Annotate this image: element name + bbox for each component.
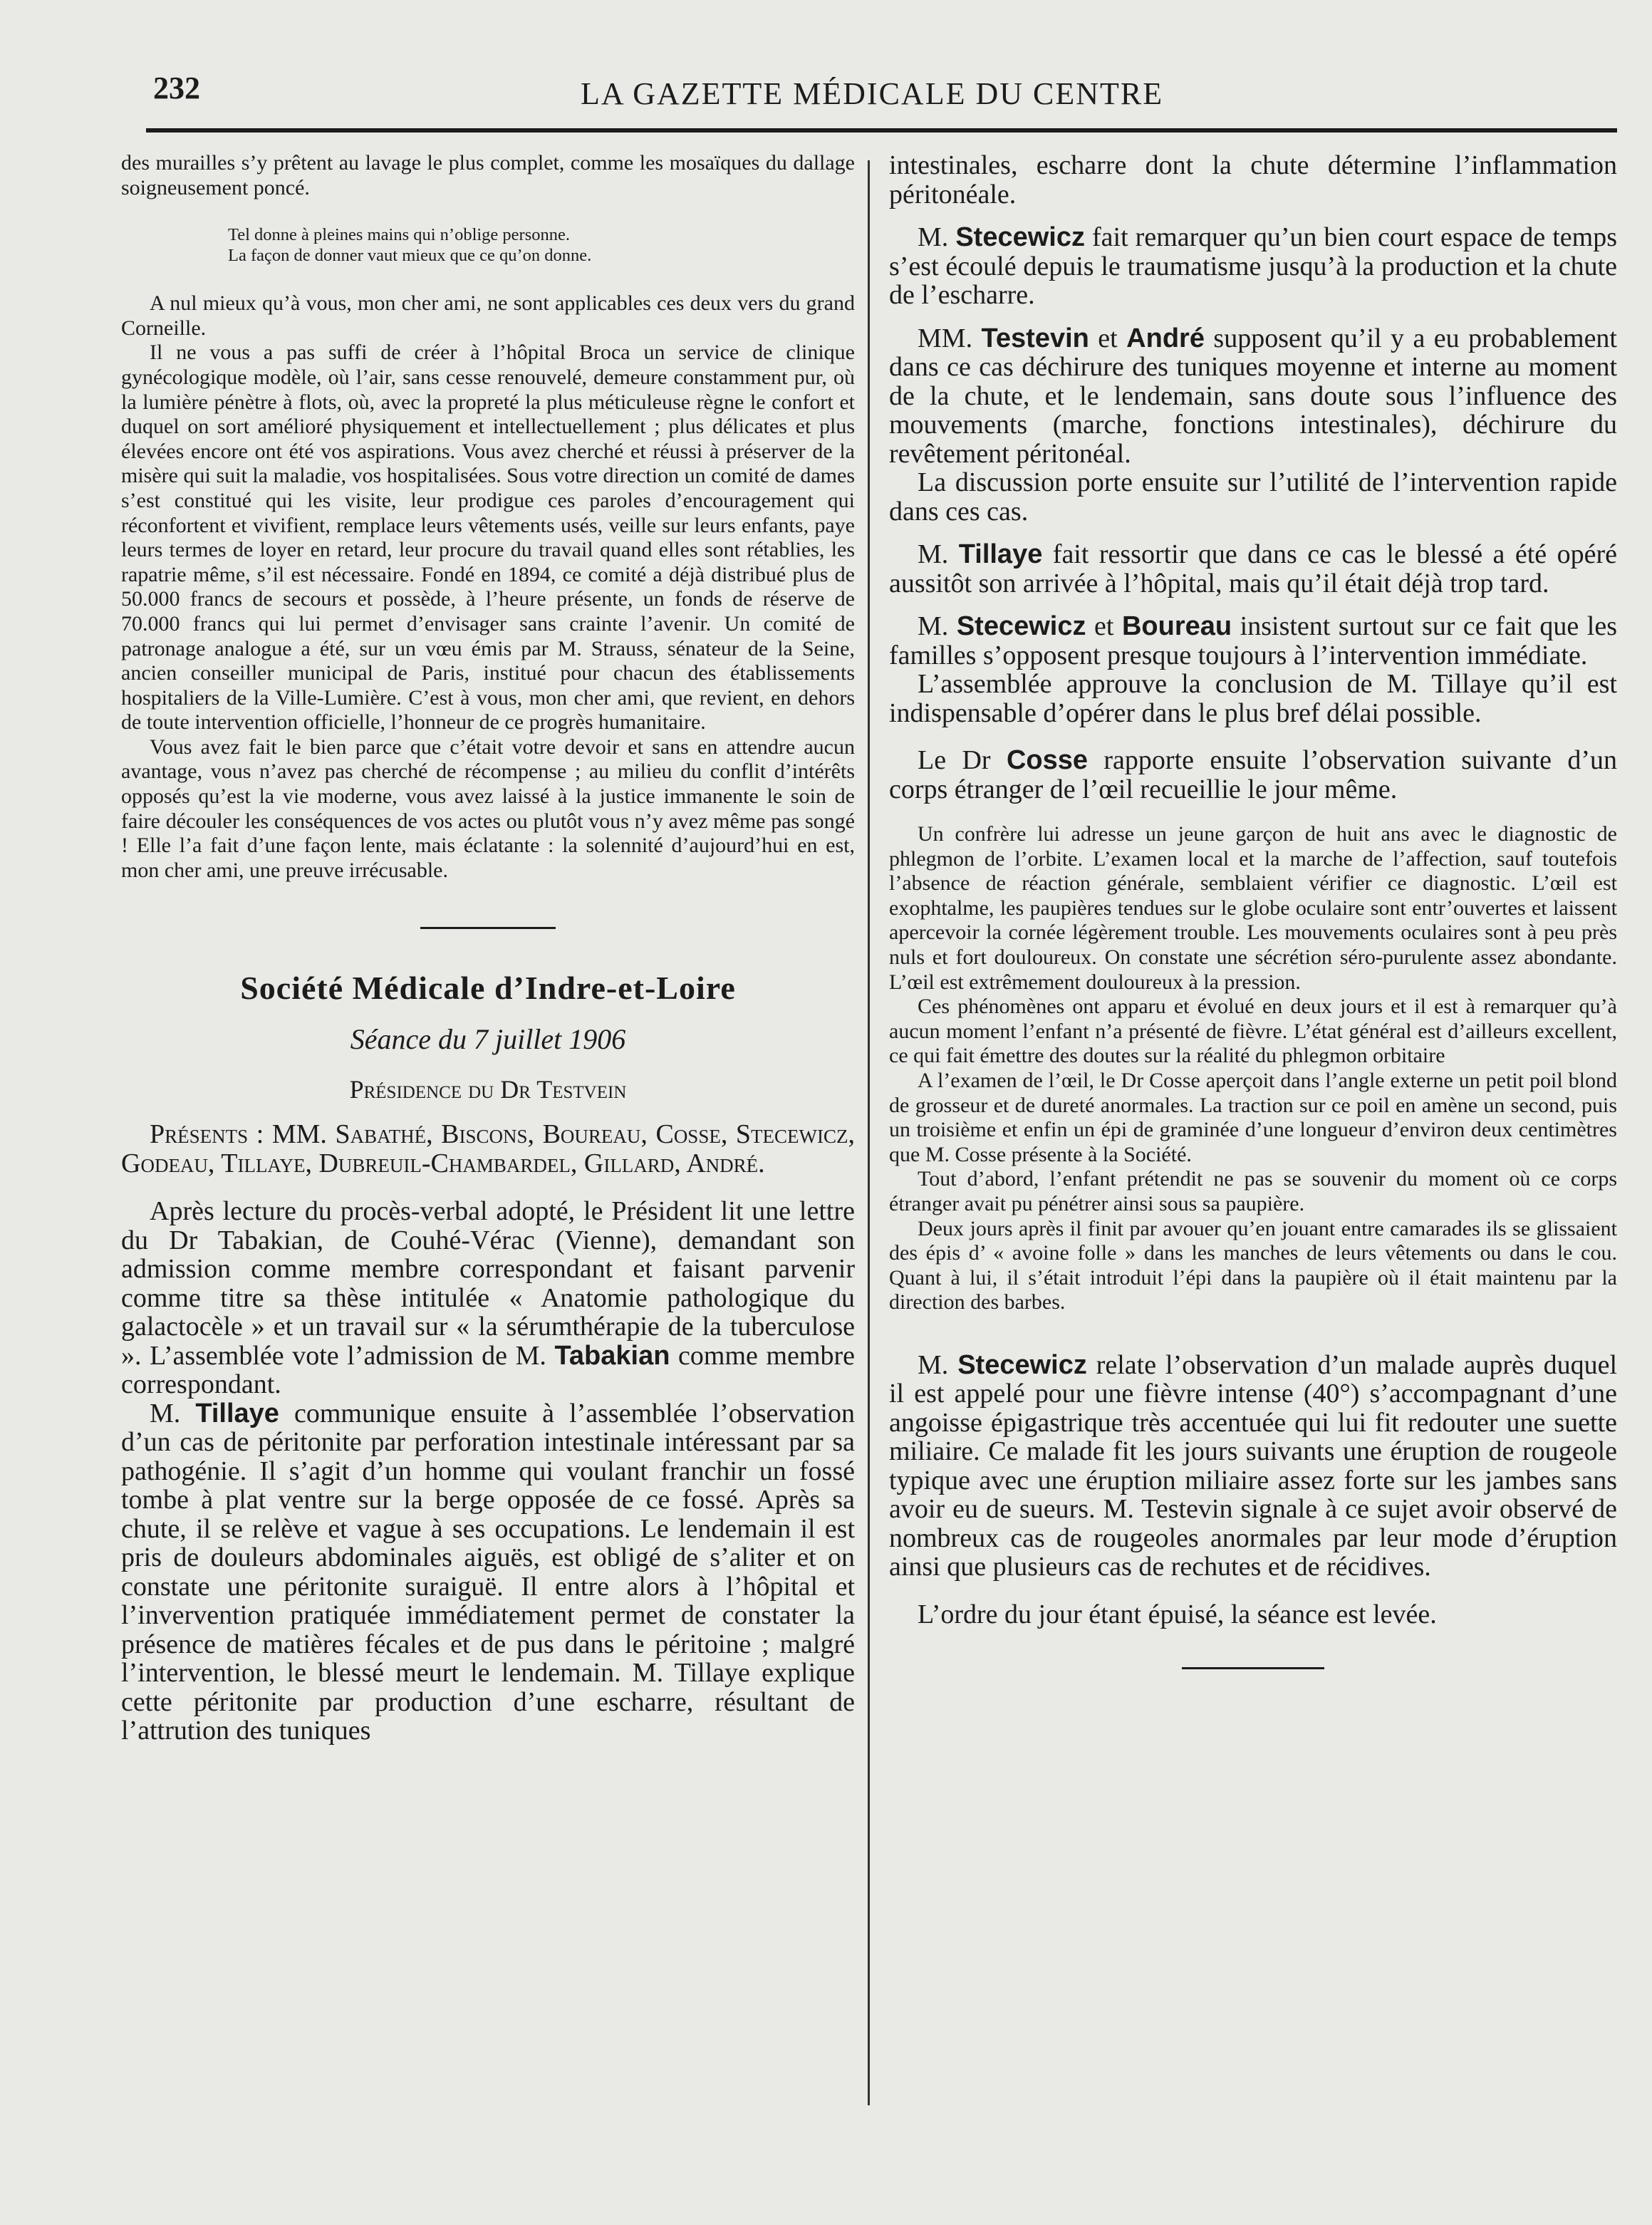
paragraph	[889, 540, 1617, 598]
paragraph	[889, 746, 1617, 804]
paragraph: Un confrère lui adresse un jeune garçon de huit ans avec le diagnostic de phlegmon de l’orbite. L’examen local et la marche de l’affection, sauf toutefois l’absence de réaction générale, semblaient vérifier ce diagnostic. L’œil est exophtalme, les paupières tendues sur le globe oculaire sont entr’ouvertes et laissent apercevoir la cornée légèrement trouble. Les mouvements oculaires sont à peu près nuls et fort douloureux. On constate une sécrétion séro-purulente assez abondante. L’œil est extrêmement douloureux à la pression.	[889, 822, 1617, 994]
presidence: Présidence du Dr Testvein	[349, 1075, 627, 1104]
member-name: Stecewicz	[957, 1349, 1087, 1380]
text-run: M.	[918, 1349, 958, 1380]
member-name: Cosse	[1006, 745, 1089, 775]
page-number: 232	[153, 71, 200, 105]
column-divider	[868, 160, 870, 2105]
header-rule	[146, 128, 1617, 133]
closing-line: L’ordre du jour étant épuisé, la séance est levée.	[918, 1599, 1437, 1629]
text-run: rapporte ensuite l’observation suivante d’un corps étranger de l’œil recueillie le jour même.	[889, 745, 1617, 804]
paragraph	[121, 1399, 855, 1746]
paragraph: intestinales, escharre dont la chute détermine l’inflammation péritonéale.	[889, 150, 1617, 209]
text-run: Le Dr	[918, 745, 1007, 775]
text-run: insistent surtout sur ce fait que les familles s’opposent presque toujours à l’intervention immédiate.	[889, 611, 1617, 670]
paragraph: A nul mieux qu’à vous, mon cher ami, ne sont applicables ces deux vers du grand Corneille.	[121, 291, 855, 340]
journal-title: LA GAZETTE MÉDICALE DU CENTRE	[581, 76, 1164, 111]
observation-block	[889, 822, 1617, 1315]
member-name: Stecewicz	[956, 611, 1086, 641]
member-name: Stecewicz	[955, 222, 1085, 252]
member-name: André	[1126, 323, 1205, 353]
paragraph	[889, 612, 1617, 670]
text-run: M.	[918, 222, 956, 252]
seance-date: Séance du 7 juillet 1906	[350, 1023, 626, 1056]
paragraph: Tout d’abord, l’enfant prétendit ne pas se souvenir du moment où ce corps étranger avait pu pénétrer ainsi sous sa paupière.	[889, 1167, 1617, 1215]
verse-line: La façon de donner vaut mieux que ce qu’on donne.	[228, 246, 592, 266]
text-run: relate l’observation d’un malade auprès duquel il est appelé pour une fièvre intense (40°) s’accompagnant d’une angoisse épigastrique très accentuée qui lui fit redouter une suette miliaire. Ce malade fit les jours suivants une éruption de rougeole typique avec une éruption miliaire assez forte sur les jambes sans avoir eu de sueurs. M. Testevin signale à ce sujet avoir observé de nombreux cas de rougeoles anormales par leur mode d’éruption ainsi que plusieurs cas de rechutes et de récidives.	[889, 1349, 1617, 1582]
text-run: MM.	[918, 323, 982, 353]
right-column	[889, 151, 1617, 1669]
text-run: M.	[918, 539, 959, 569]
paragraph: La discussion porte ensuite sur l’utilité de l’intervention rapide dans ces cas.	[889, 467, 1617, 527]
paragraph: des murailles s’y prêtent au lavage le plus complet, comme les mosaïques du dallage soigneusement poncé.	[121, 151, 855, 199]
text-run: fait ressortir que dans ce cas le blessé a été opéré aussitôt son arrivée à l’hôpital, mais qu’il était déjà trop tard.	[889, 539, 1617, 598]
attendees: Présents : MM. Sabathé, Biscons, Boureau, Cosse, Stecewicz, Godeau, Tillaye, Dubreuil-Chambardel, Gillard, André.	[121, 1119, 855, 1179]
end-separator	[1182, 1667, 1324, 1669]
paragraph	[889, 1351, 1617, 1582]
left-column	[121, 151, 855, 1746]
paragraph: L’assemblée approuve la conclusion de M. Tillaye qu’il est indispensable d’opérer dans le plus bref délai possible.	[889, 669, 1617, 728]
member-name: Tillaye	[958, 539, 1043, 569]
text-run: et	[1089, 323, 1127, 353]
verse-line: Tel donne à pleines mains qui n’oblige personne.	[228, 225, 570, 245]
paragraph	[889, 324, 1617, 469]
paragraph: Deux jours après il finit par avouer qu’en jouant entre camarades ils se glissaient des épis d’ « avoine folle » dans les manches de leurs vêtements ou dans le cou. Quant à lui, il s’était introduit l’épi dans la paupière où il était maintenu par la direction des barbes.	[889, 1216, 1617, 1314]
paragraph: Vous avez fait le bien parce que c’était votre devoir et sans en attendre aucun avantage, vous n’avez pas cherché de récompense ; au milieu du conflit d’intérêts opposés qu’est la vie moderne, vous avez laissé à la justice immanente le soin de faire découler les conséquences de vos actes ou plutôt vous n’y avez même pas songé ! Elle l’a fait d’une façon lente, mais éclatante : la solennité d’aujourd’hui en est, mon cher ami, une preuve irrécusable.	[121, 735, 855, 882]
paragraph: Ces phénomènes ont apparu et évolué en deux jours et il est à remarquer qu’à aucun moment l’enfant n’a présenté de fièvre. L’état général est d’ailleurs excellent, ce qui fait émettre des doutes sur la réalité du phlegmon orbitaire	[889, 995, 1617, 1068]
paragraph: A l’examen de l’œil, le Dr Cosse aperçoit dans l’angle externe un petit poil blond de grosseur et de dureté anormales. La traction sur ce poil en amène un second, puis un troisième et enfin un épi de graminée d’une longueur d’environ deux centimètres que M. Cosse présente à la Société.	[889, 1068, 1617, 1166]
text-run: Après lecture du procès-verbal adopté, le Président lit une lettre du Dr Tabakian, de Couhé-Vérac (Vienne), demandant son admission comme membre correspondant et faisant parvenir comme titre sa thèse intitulée « Anatomie pathologique du galactocèle » et un travail sur « la sérumthérapie de la tuberculose ». L’assemblée vote l’admission de M.	[121, 1196, 855, 1371]
text-run: et	[1086, 611, 1122, 641]
section-separator	[420, 927, 556, 929]
verse-quote	[228, 224, 855, 266]
paragraph	[121, 1197, 855, 1399]
text-run: communique ensuite à l’assemblée l’observation d’un cas de péritonite par perforation intestinale intéressant par sa pathogénie. Il s’agit d’un homme qui voulant franchir un fossé tombe à plat ventre sur la berge opposée de ce fossé. Après sa chute, il se relève et vague à ses occupations. Le lendemain il est pris de douleurs abdominales aiguës, est obligé de s’aliter et on constate une péritonite suraiguë. Il entre alors à l’hôpital et l’invervention pratiquée immédiatement permet de constater la présence de matières fécales et de pus dans le péritoine ; malgré l’intervention, le blessé meurt le lendemain. M. Tillaye explique cette péritonite par production d’une escharre, résultant de l’attrution des tuniques	[121, 1398, 855, 1746]
society-title: Société Médicale d’Indre-et-Loire	[240, 970, 736, 1007]
text-run: M.	[150, 1398, 196, 1428]
page-header	[146, 70, 1617, 121]
text-run: M.	[918, 611, 957, 641]
text-run: comme membre correspondant.	[121, 1340, 855, 1400]
paragraph: Il ne vous a pas suffi de créer à l’hôpital Broca un service de clinique gynécologique modèle, où l’air, sans cesse renouvelé, demeure constamment pur, où la lumière pénètre à flots, où, avec la propreté la plus méticuleuse règne le confort et duquel on sort amélioré physiquement et intellectuellement ; plus délicates et plus élevées encore ont été vos aspirations. Vous avez cherché et réussi à préserver de la misère qui suit la maladie, vos hospitalisées. Sous votre direction un comité de dames s’est constitué qui les visite, leur prodigue ces paroles d’encouragement qui réconfortent et vivifient, remplace leurs vêtements usés, veille sur leurs enfants, paye leurs termes de loyer en retard, leur procure du travail quand elles sont rétablies, les rapatrie même, s’il est nécessaire. Fondé en 1894, ce comité a déjà distribué plus de 50.000 francs de secours et possède, à l’heure présente, un fonds de réserve de 70.000 francs qui lui permet d’envisager sans crainte l’avenir. Un comité de patronage analogue a été, sur un vœu émis par M. Strauss, sénateur de la Seine, ancien conseiller municipal de Paris, institué pour chacun des établissements hospitaliers de la Ville-Lumière. C’est à vous, mon cher ami, que revient, en dehors de toute intervention officielle, l’honneur de ce progrès humanitaire.	[121, 341, 855, 735]
member-name: Tabakian	[554, 1340, 670, 1371]
member-name: Testevin	[981, 323, 1089, 353]
text-run: fait remarquer qu’un bien court espace de temps s’est écoulé depuis le traumatisme jusqu’à la production et la chute de l’escharre.	[889, 222, 1617, 310]
text-run: supposent qu’il y a eu probablement dans ce cas déchirure des tuniques moyenne et interne au moment de la chute, et le lendemain, sans doute sous l’influence des mouvements (marche, fonctions intestinales), déchirure du revêtement péritonéal.	[889, 323, 1617, 469]
member-name: Tillaye	[195, 1398, 279, 1428]
member-name: Boureau	[1121, 611, 1232, 641]
paragraph	[889, 223, 1617, 310]
